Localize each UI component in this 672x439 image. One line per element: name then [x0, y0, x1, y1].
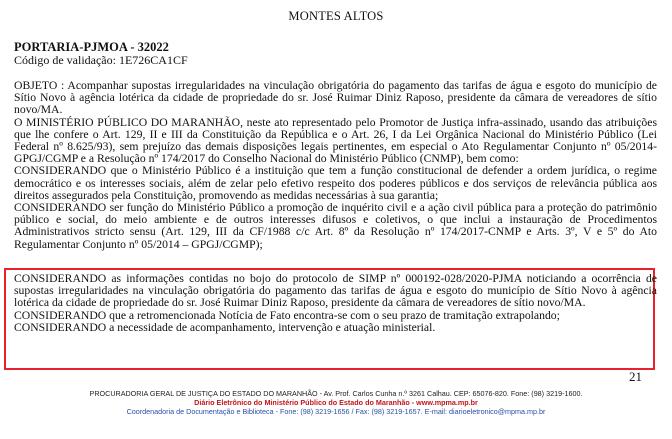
document-body [14, 80, 657, 251]
paragraph-considerando-1: CONSIDERANDO que o Ministério Público é a instituição que tem a função constitucional de defender a ordem jurídica, o regime democrático e os interesses sociais, além de zelar pelo efetivo respeito dos poderes públicos e dos serviços de relevância pública aos direitos assegurados pela Constituição, promovendo as medidas necessárias à sua garantia; [14, 164, 657, 202]
paragraph-ministerio: O MINISTÉRIO PÚBLICO DO MARANHÃO, neste ato representado pelo Promotor de Justiça infra-assinado, usando das atribuições que lhe confere o Art. 129, II e III da Constituição da República e o Art. 26, I da Lei Orgânica Nacional do Ministério Público (Lei Federal nº 8.625/93), sem prejuízo das demais disposições legais pertinentes, em especial o Ato Regulamentar Conjunto nº 05/2014-GPGJ/CGMP e a Resolução nº 174/2017 do Conselho Nacional do Ministério Público (CNMP), bem como: [14, 115, 657, 166]
paragraph-considerando-prazo: CONSIDERANDO que a retromencionada Notícia de Fato encontra-se com o seu prazo de tramitação extrapolando; [14, 308, 560, 322]
footer-address: PROCURADORIA GERAL DE JUSTIÇA DO ESTADO DO MARANHÃO - Av. Prof. Carlos Cunha n.º 3261 Calhau. CEP: 65076-820. Fone: (98) 3219-1600. [89, 389, 583, 398]
paragraph-considerando-simp: CONSIDERANDO as informações contidas no bojo do protocolo de SIMP nº 000192-028/2020-PJMA noticiando a ocorrência de supostas irregularidades na vinculação obrigatória do pagamento das tarifas de água e esgoto do município de Sítio Novo à agência lotérica da cidade de propriedade do sr. José Ruimar Diniz Raposo, presidente da câmara de vereadores de sítio novo/MA. [14, 272, 657, 310]
paragraph-objeto: OBJETO : Acompanhar supostas irregularidades na vinculação obrigatória do pagamento das tarifas de água e esgoto do município de Sítio Novo à agência lotérica da cidade de propriedade do sr. José Ruimar Diniz Raposo, presidente da câmara de vereadores de sítio novo/MA. [14, 79, 657, 117]
city-heading: MONTES ALTOS [288, 9, 384, 23]
highlighted-section [14, 273, 657, 334]
paragraph-considerando-2: CONSIDERANDO ser função do Ministério Público a promoção de inquérito civil e a ação civil pública para a proteção do patrimônio público e social, do meio ambiente e de outros interesses difusos e coletivos, o que inclui a instauração de Procedimentos Administrativos stricto sensu (Art. 129, III da CF/1988 c/c Art. 8º da Resolução nº 174/2017-CNMP e Arts. 3º, V e 5º do Ato Regulamentar Conjunto nº 05/2014 – GPGJ/CGMP); [14, 201, 657, 251]
paragraph-considerando-necessidade: CONSIDERANDO a necessidade de acompanhamento, intervenção e atuação ministerial. [14, 320, 436, 334]
page-footer [0, 389, 672, 416]
validation-code: Código de validação: 1E726CA1CF [14, 53, 188, 67]
footer-contact: Coordenadoria de Documentação e Biblioteca - Fone: (98) 3219-1656 / Fax: (98) 3219-1657. E-mail: diarioeletronico@mpma.mp.br [126, 407, 546, 416]
page-number: 21 [629, 369, 642, 384]
footer-diario-link[interactable]: Diário Eletrônico do Ministério Público do Estado do Maranhão - www.mpma.mp.br [194, 398, 478, 407]
portaria-title: PORTARIA-PJMOA - 32022 [14, 40, 169, 54]
